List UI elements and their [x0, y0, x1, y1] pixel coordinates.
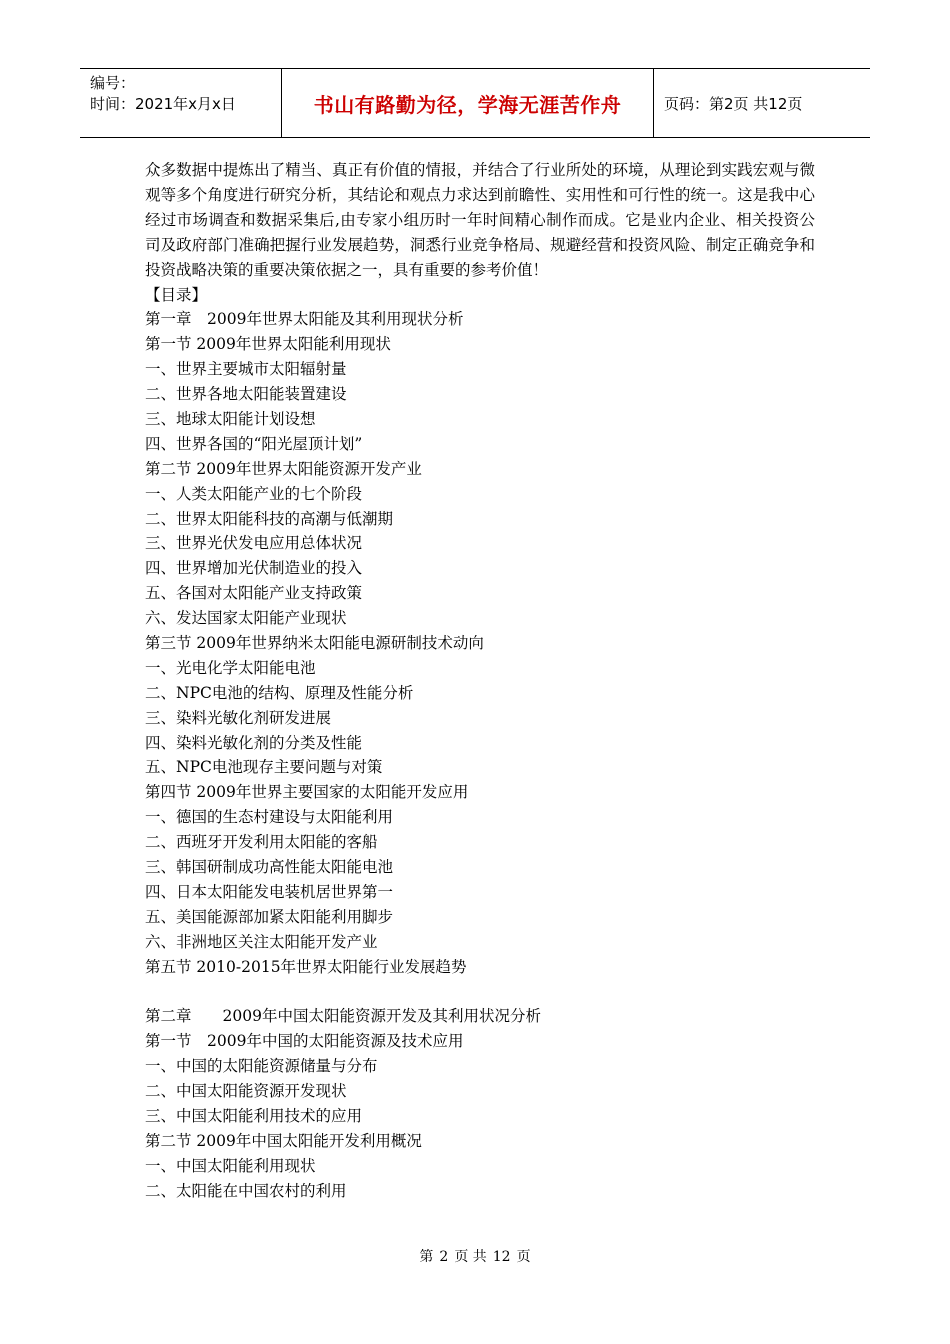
footer-middle: 页 共: [454, 1249, 487, 1265]
toc-item: 二、太阳能在中国农村的利用: [145, 1181, 347, 1200]
toc-item: 一、世界主要城市太阳辐射量: [145, 360, 347, 379]
toc-item: 第四节 2009年世界主要国家的太阳能开发应用: [145, 783, 469, 802]
toc-item: 第三节 2009年世界纳米太阳能电源研制技术动向: [145, 634, 484, 652]
toc-item: 【目录】: [145, 285, 208, 304]
code-label: 编号：: [90, 74, 136, 92]
toc-item: 第五节 2010-2015年世界太阳能行业发展趋势: [145, 957, 467, 976]
date-label: 时间：2021年x月x日: [90, 95, 236, 113]
footer-suffix: 页: [516, 1249, 531, 1265]
footer-total-pages: 12: [492, 1249, 511, 1265]
toc-item: 第二节 2009年中国太阳能开发利用概况: [145, 1131, 422, 1150]
toc-item: 一、德国的生态村建设与太阳能利用: [145, 808, 394, 827]
toc-item: 一、光电化学太阳能电池: [145, 658, 316, 677]
toc-item: 一、人类太阳能产业的七个阶段: [145, 484, 363, 503]
toc-item: 二、NPC电池的结构、原理及性能分析: [145, 683, 414, 702]
toc-item: 第一节 2009年中国的太阳能资源及技术应用: [145, 1032, 464, 1051]
toc-item: 三、地球太阳能计划设想: [145, 409, 316, 428]
toc-item: 第一节 2009年世界太阳能利用现状: [145, 335, 391, 354]
toc-spacer: [145, 979, 815, 1004]
toc-item: 二、世界各地太阳能装置建设: [145, 385, 347, 404]
toc-item: 四、日本太阳能发电装机居世界第一: [145, 882, 394, 901]
header-meta: [80, 69, 282, 137]
toc-item: 五、美国能源部加紧太阳能利用脚步: [145, 907, 394, 926]
toc-item: 二、世界太阳能科技的高潮与低潮期: [145, 509, 394, 528]
toc-item: 第二节 2009年世界太阳能资源开发产业: [145, 459, 422, 478]
page-footer: [0, 1246, 950, 1266]
footer-page-number: 2: [439, 1249, 449, 1265]
table-of-contents: [145, 283, 815, 1204]
toc-item: 二、西班牙开发利用太阳能的客船: [145, 833, 378, 852]
toc-item: 第二章 2009年中国太阳能资源开发及其利用状况分析: [145, 1007, 541, 1026]
toc-item: 四、世界增加光伏制造业的投入: [145, 559, 363, 578]
intro-text: 众多数据中提炼出了精当、真正有价值的情报，并结合了行业所处的环境，从理论到实践宏观与微观等多个角度进行研究分析，其结论和观点力求达到前瞻性、实用性和可行性的统一。这是我中心经过市场调查和数据采集后,由专家小组历时一年时间精心制作而成。它是业内企业、相关投资公司及政府部门准确把握行业发展趋势，洞悉行业竞争格局、规避经营和投资风险、制定正确竞争和投资战略决策的重要决策依据之一，具有重要的参考价值！: [145, 161, 815, 279]
toc-item: 第一章 2009年世界太阳能及其利用现状分析: [145, 310, 464, 329]
toc-item: 三、韩国研制成功高性能太阳能电池: [145, 858, 394, 877]
toc-item: 一、中国的太阳能资源储量与分布: [145, 1057, 378, 1076]
toc-item: 三、染料光敏化剂研发进展: [145, 708, 332, 727]
toc-item: 六、非洲地区关注太阳能开发产业: [145, 932, 378, 951]
toc-item: 三、世界光伏发电应用总体状况: [145, 534, 363, 553]
toc-item: 五、NPC电池现存主要问题与对策: [145, 758, 383, 777]
header-page-info: 页码：第2页 共12页: [664, 94, 803, 113]
footer-prefix: 第: [419, 1249, 434, 1265]
toc-item: 六、发达国家太阳能产业现状: [145, 609, 347, 628]
document-body: [145, 158, 815, 1203]
page-header: [80, 68, 870, 138]
intro-paragraph: [145, 158, 815, 283]
toc-item: 二、中国太阳能资源开发现状: [145, 1082, 347, 1101]
toc-item: 四、染料光敏化剂的分类及性能: [145, 733, 363, 752]
toc-item: 五、各国对太阳能产业支持政策: [145, 584, 363, 603]
toc-item: 四、世界各国的“阳光屋顶计划”: [145, 434, 363, 453]
toc-item: 三、中国太阳能利用技术的应用: [145, 1106, 363, 1125]
toc-item: 一、中国太阳能利用现状: [145, 1156, 316, 1175]
header-motto: 书山有路勤为径，学海无涯苦作舟: [282, 69, 654, 137]
